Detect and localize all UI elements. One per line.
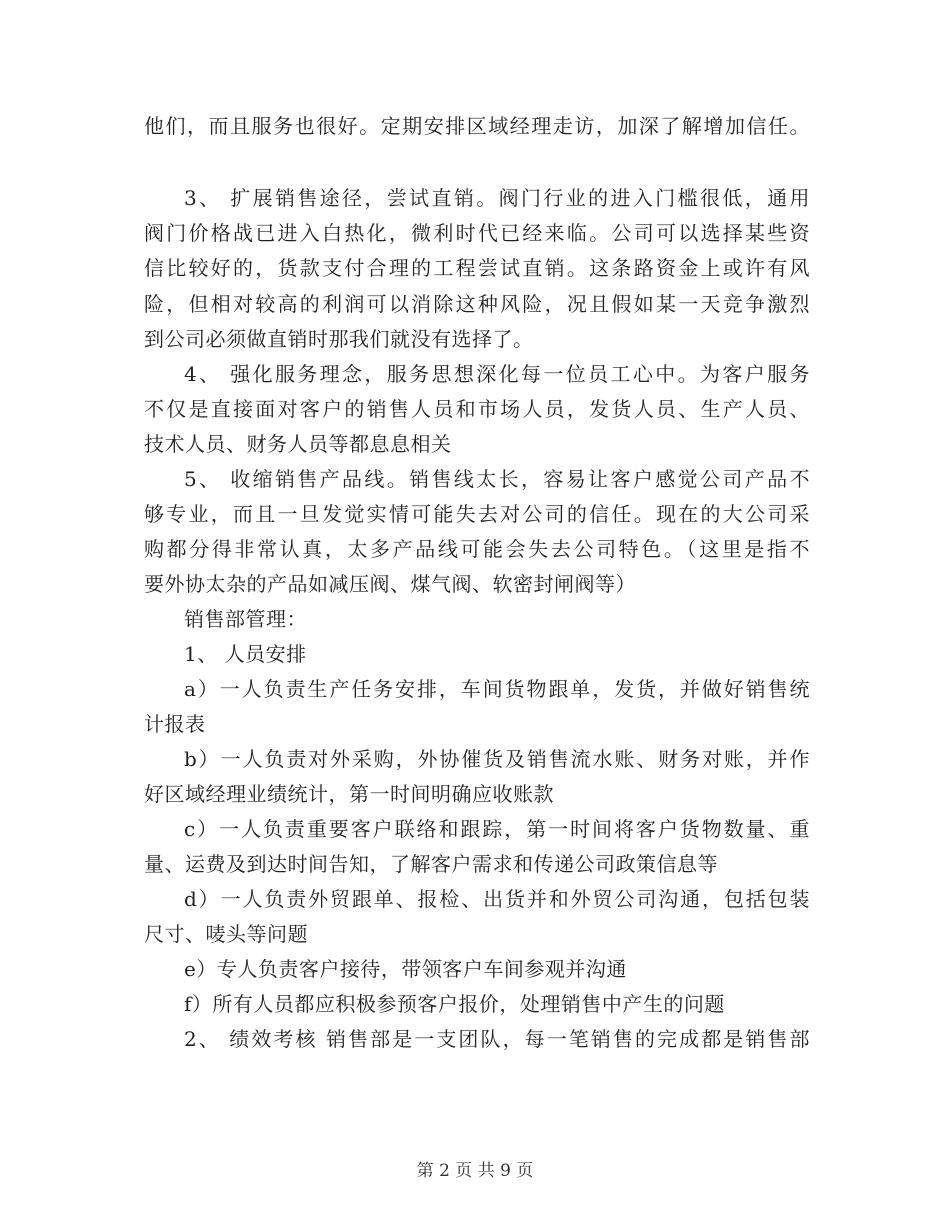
list-item: b）一人负责对外采购，外协催货及销售流水账、财务对账，并作 xyxy=(184,747,810,771)
text-line: 尺寸、唛头等问题 xyxy=(144,922,308,946)
text-line: 购都分得非常认真，太多产品线可能会失去公司特色。（这里是指不 xyxy=(144,537,810,561)
page-footer: 第 2 页 共 9 页 xyxy=(416,1161,534,1181)
list-item: e）专人负责客户接待，带领客户车间参观并沟通 xyxy=(184,957,627,981)
subsection-heading: 2、 绩效考核 销售部是一支团队，每一笔销售的完成都是销售部 xyxy=(184,1027,810,1051)
text-line: 他们，而且服务也很好。定期安排区域经理走访，加深了解增加信任。 xyxy=(144,114,810,138)
text-line: 4、 强化服务理念，服务思想深化每一位员工心中。为客户服务 xyxy=(184,362,810,386)
text-line: 信比较好的，货款支付合理的工程尝试直销。这条路资金上或许有风 xyxy=(144,256,810,280)
text-line: 好区域经理业绩统计，第一时间明确应收账款 xyxy=(144,782,554,806)
text-line: 量、运费及到达时间告知，了解客户需求和传递公司政策信息等 xyxy=(144,852,718,876)
text-line: 3、 扩展销售途径，尝试直销。阀门行业的进入门槛很低，通用 xyxy=(184,186,810,210)
text-line: 技术人员、财务人员等都息息相关 xyxy=(144,432,452,456)
text-line: 不仅是直接面对客户的销售人员和市场人员，发货人员、生产人员、 xyxy=(144,397,810,421)
text-line: 计报表 xyxy=(144,712,206,736)
text-line: 到公司必须做直销时那我们就没有选择了。 xyxy=(144,327,534,351)
text-line: 险，但相对较高的利润可以消除这种风险，况且假如某一天竞争激烈 xyxy=(144,292,810,316)
section-heading: 销售部管理： xyxy=(184,607,307,631)
text-line: 够专业，而且一旦发觉实情可能失去对公司的信任。现在的大公司采 xyxy=(144,502,810,526)
text-line: 5、 收缩销售产品线。销售线太长，容易让客户感觉公司产品不 xyxy=(184,467,810,491)
list-item: c）一人负责重要客户联络和跟踪，第一时间将客户货物数量、重 xyxy=(184,817,810,841)
list-item: d）一人负责外贸跟单、报检、出货并和外贸公司沟通，包括包装 xyxy=(184,887,810,911)
list-item: a）一人负责生产任务安排，车间货物跟单，发货，并做好销售统 xyxy=(184,677,810,701)
subsection-heading: 1、 人员安排 xyxy=(184,642,307,666)
list-item: f）所有人员都应积极参预客户报价，处理销售中产生的问题 xyxy=(184,992,725,1016)
text-line: 阀门价格战已进入白热化，微利时代已经来临。公司可以选择某些资 xyxy=(144,221,810,245)
text-line: 要外协太杂的产品如减压阀、煤气阀、软密封闸阀等） xyxy=(144,572,636,596)
